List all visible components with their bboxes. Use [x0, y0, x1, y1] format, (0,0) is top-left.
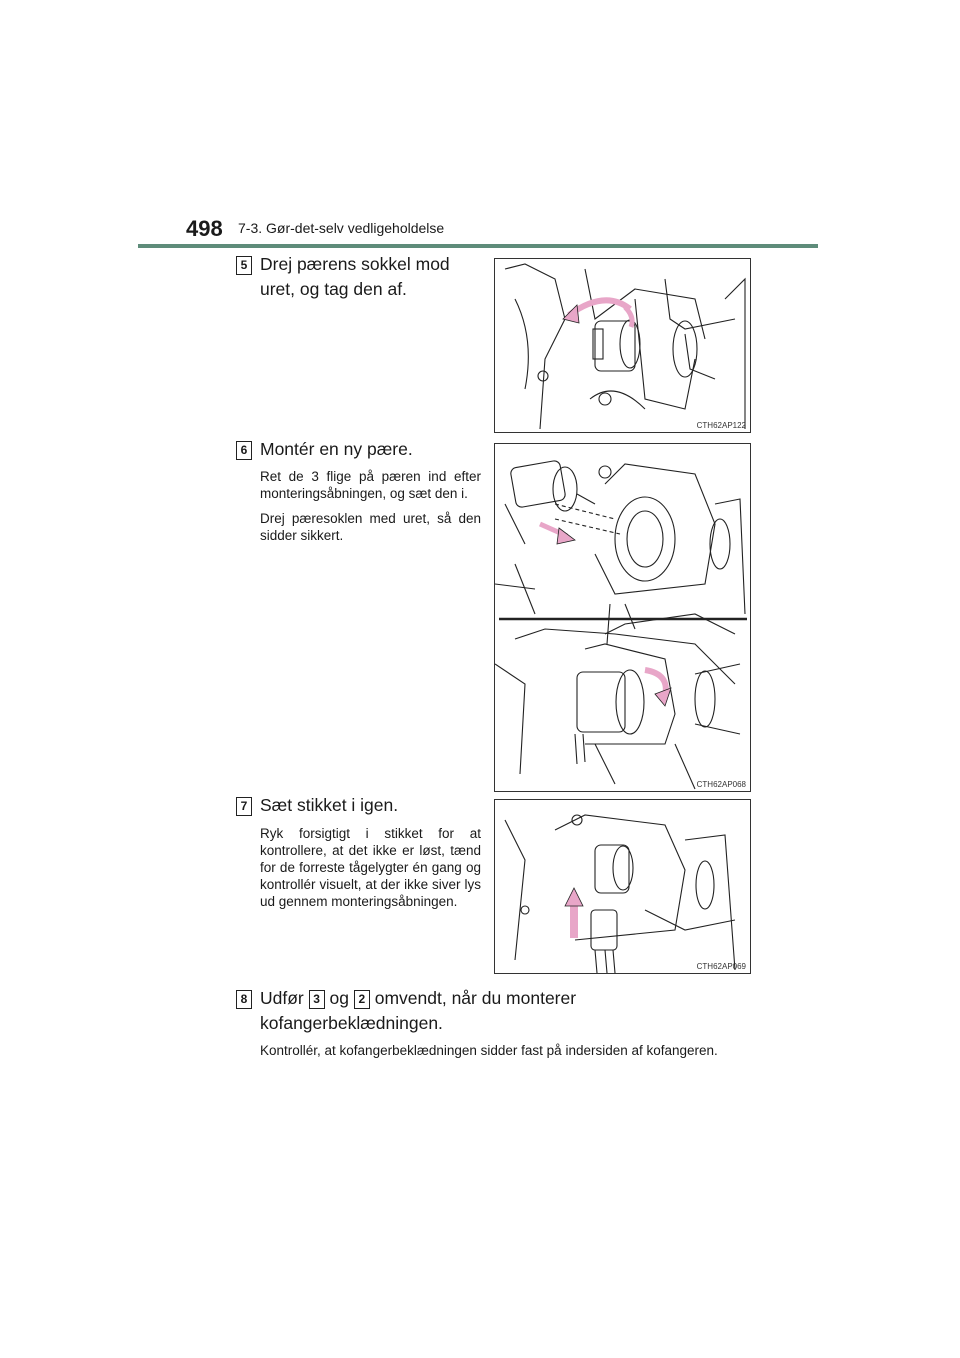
step-number-6: 6 — [236, 441, 252, 460]
step-8-paragraph-1: Kontrollér, at kofangerbeklædningen sidder fast på indersiden af kofangeren. — [260, 1043, 718, 1058]
step-number-5: 5 — [236, 256, 252, 275]
step-5-title: Drej pærens sokkel mod uret, og tag den af. — [260, 254, 450, 299]
step-6-paragraph-1: Ret de 3 flige på pæren ind efter monteringsåbningen, og sæt den i. — [260, 469, 481, 501]
step-6-body — [260, 468, 481, 552]
page-number: 498 — [186, 216, 223, 241]
step-8-text-1: Udfør — [260, 988, 304, 1008]
figure-code: CTH62AP068 — [696, 780, 746, 789]
step-number-8: 8 — [236, 990, 252, 1009]
step-6-paragraph-2: Drej pæresoklen med uret, så den sidder sikkert. — [260, 511, 481, 543]
step-ref-2: 2 — [354, 990, 370, 1009]
section-title: 7-3. Gør-det-selv vedligeholdelse — [238, 220, 445, 236]
step-ref-3: 3 — [309, 990, 325, 1009]
figure-step-5 — [494, 258, 751, 433]
step-number-7: 7 — [236, 797, 252, 816]
step-7-title: Sæt stikket i igen. — [260, 795, 399, 815]
connector-illustration — [495, 800, 750, 973]
figure-code: CTH62AP069 — [696, 962, 746, 971]
figure-code: CTH62AP122 — [696, 421, 746, 430]
step-6-title: Montér en ny pære. — [260, 439, 413, 459]
page-header — [186, 216, 818, 246]
step-8-text-2: og — [329, 988, 349, 1008]
figure-step-7 — [494, 799, 751, 974]
step-8-body — [260, 1042, 750, 1067]
step-8-title — [260, 986, 756, 1036]
step-7-body — [260, 825, 481, 918]
bulb-install-illustration — [495, 444, 750, 791]
figure-step-6 — [494, 443, 751, 792]
bulb-removal-illustration — [495, 259, 750, 432]
header-divider — [138, 244, 818, 248]
step-7-paragraph-1: Ryk forsigtigt i stikket for at kontrollere, at det ikke er løst, tænd for de forreste tågelygter én gang og kontrollér visuelt, at der ikke siver lys ud gennem monteringsåbningen. — [260, 826, 481, 909]
step-8-text-3: omvendt, når du monterer kofangerbeklædningen. — [260, 988, 577, 1033]
